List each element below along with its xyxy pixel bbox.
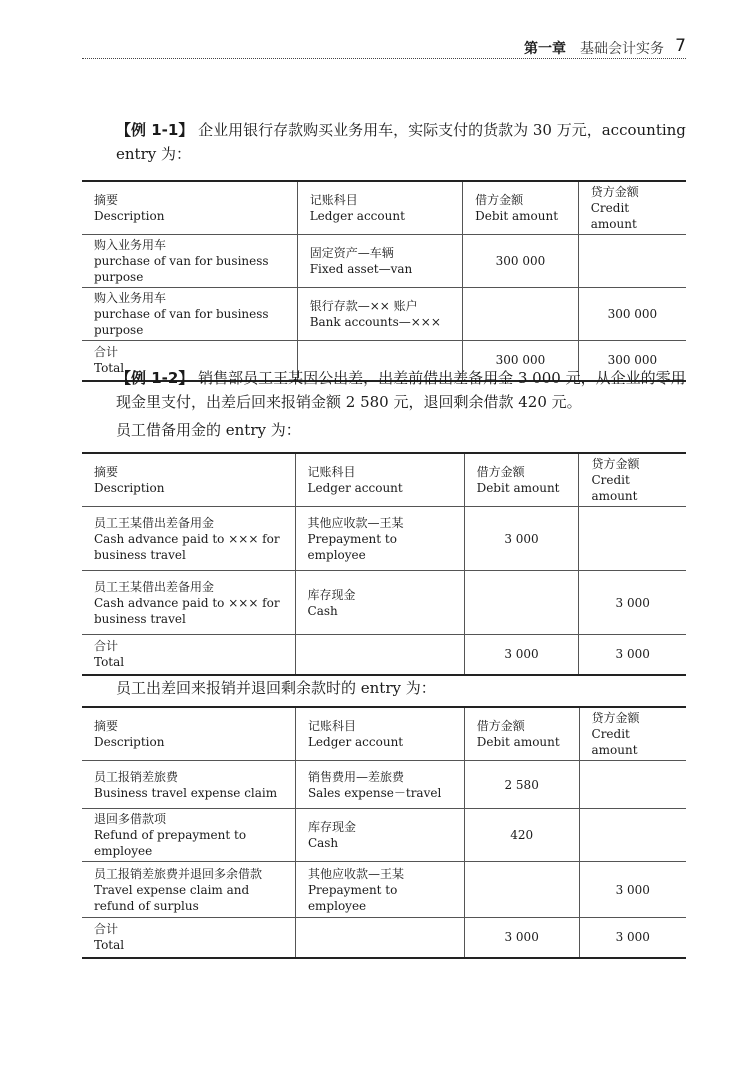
description-zh: 员工报销差旅费并退回多余借款 [94,866,263,881]
account-zh: 银行存款—×× 账户 [309,299,418,313]
column-header-zh: 记账科目 [307,719,356,733]
account-en: Cash [307,603,338,618]
account-cell [295,918,464,958]
column-header-en: Ledger account [309,209,405,223]
column-header-zh: 摘要 [94,465,119,479]
account-zh: 其他应收款—王某 [307,866,404,881]
column-header [579,453,686,507]
debit-cell: 3 000 [464,635,579,675]
description-cell [82,288,297,341]
column-header [295,453,464,507]
ledger-table-3 [82,706,686,959]
description-en: purchase of van for business purpose [94,254,269,284]
description-zh: 合计 [94,639,119,654]
account-cell [297,288,462,341]
description-en: Total [94,655,125,670]
description-cell [82,571,295,635]
column-header [82,181,297,235]
column-header [82,453,295,507]
column-header-zh: 贷方金额 [590,185,639,199]
column-header [463,181,579,235]
column-header-zh: 摘要 [94,193,119,207]
column-header-en: Description [94,481,165,495]
description-en: Travel expense claim and refund of surplus [94,882,250,913]
column-header-en: Credit amount [591,727,638,757]
debit-cell: 300 000 [463,341,579,381]
description-zh: 员工王某借出差备用金 [94,579,215,594]
table-row [82,635,686,675]
debit-cell: 2 580 [464,761,579,809]
account-en: Bank accounts—××× [309,315,441,329]
column-header-zh: 记账科目 [307,465,356,479]
credit-cell [579,809,686,862]
description-cell [82,918,295,958]
ledger-table-1 [82,180,686,382]
description-en: Business travel expense claim [94,785,278,800]
account-cell [297,235,462,288]
credit-cell: 3 000 [579,918,686,958]
column-header [464,707,579,761]
account-en: Sales expense－travel [307,785,442,800]
description-cell [82,761,295,809]
credit-cell [579,507,686,571]
description-en: Refund of prepayment to employee [94,828,247,858]
example-2-text: 销售部员工王某因公出差，出差前借出差备用金 3 000 元，从企业的零用现金里支付，出差后回来报销金额 2 580 元，退回剩余借款 420 元。 [116,369,686,411]
column-header-en: Debit amount [476,481,560,495]
description-zh: 员工报销差旅费 [94,769,179,784]
description-en: purchase of van for business purpose [94,307,269,337]
example-1-text: 企业用银行存款购买业务用车，实际支付的货款为 30 万元，accounting entry 为： [116,121,686,163]
table-row [82,918,686,958]
table-header-row [82,453,686,507]
column-header-en: Ledger account [307,735,404,749]
account-zh: 固定资产—车辆 [309,246,394,260]
column-header [464,453,579,507]
table-row [82,507,686,571]
chapter-title: 基础会计实务 [580,41,664,57]
credit-cell: 3 000 [579,571,686,635]
example-2-tag: 【例 1-2】 [116,369,194,387]
column-header-zh: 借方金额 [476,465,525,479]
example-2-subheading-2: 员工出差回来报销并退回剩余款时的 entry 为： [116,679,436,697]
description-en: Total [94,361,125,376]
account-en: Prepayment to employee [307,531,397,562]
column-header-en: Debit amount [476,735,560,749]
debit-cell [463,288,579,341]
account-cell [295,761,464,809]
account-cell [295,571,464,635]
description-zh: 购入业务用车 [94,238,167,252]
example-1-tag: 【例 1-1】 [116,121,194,139]
description-zh: 员工王某借出差备用金 [94,515,215,530]
column-header-en: Description [94,735,165,749]
column-header-zh: 贷方金额 [591,457,640,471]
description-cell [82,507,295,571]
credit-cell: 300 000 [578,288,686,341]
table-row [82,571,686,635]
column-header [82,707,295,761]
column-header-zh: 摘要 [94,719,119,733]
credit-cell: 3 000 [579,862,686,918]
page-header [82,36,686,59]
credit-cell: 3 000 [579,635,686,675]
ledger-table-2 [82,452,686,676]
account-cell [295,507,464,571]
description-cell [82,635,295,675]
debit-cell [464,862,579,918]
column-header-en: Ledger account [307,481,403,495]
description-en: Total [94,938,125,953]
debit-cell: 420 [464,809,579,862]
account-en: Fixed asset—van [309,262,413,276]
credit-cell [578,235,686,288]
account-cell [295,809,464,862]
table-row [82,809,686,862]
example-2-subheading-1: 员工借备用金的 entry 为： [116,421,301,439]
description-cell [82,809,295,862]
table-row [82,761,686,809]
column-header [295,707,464,761]
column-header-zh: 借方金额 [475,193,524,207]
description-cell [82,235,297,288]
column-header [297,181,462,235]
account-zh: 库存现金 [307,820,356,834]
account-zh: 其他应收款—王某 [307,515,404,530]
credit-cell: 300 000 [578,341,686,381]
account-cell [295,862,464,918]
account-cell [295,635,464,675]
debit-cell [464,571,579,635]
account-en: Cash [307,836,339,850]
table-row [82,235,686,288]
column-header-en: Credit amount [590,201,637,231]
table-row [82,288,686,341]
description-zh: 购入业务用车 [94,291,167,305]
description-zh: 退回多借款项 [94,812,167,826]
column-header-en: Description [94,209,165,223]
account-zh: 销售费用—差旅费 [307,769,404,784]
table-header-row [82,707,686,761]
table-header-row [82,181,686,235]
debit-cell: 3 000 [464,918,579,958]
description-en: Cash advance paid to ××× for business travel [94,595,280,626]
chapter-label: 第一章 [524,41,566,57]
description-cell [82,862,295,918]
column-header-zh: 贷方金额 [591,711,640,725]
column-header [578,181,686,235]
account-en: Prepayment to employee [307,882,398,913]
column-header [579,707,686,761]
table-row [82,862,686,918]
page-number: 7 [675,36,686,56]
description-zh: 合计 [94,345,119,360]
example-1-paragraph [82,118,686,166]
credit-cell [579,761,686,809]
column-header-en: Debit amount [475,209,559,223]
column-header-zh: 记账科目 [309,193,358,207]
column-header-en: Credit amount [591,473,638,503]
description-zh: 合计 [94,922,119,937]
account-zh: 库存现金 [307,587,356,602]
description-en: Cash advance paid to ××× for business travel [94,531,280,562]
column-header-zh: 借方金额 [476,719,525,733]
example-2-paragraph [82,366,686,414]
debit-cell: 3 000 [464,507,579,571]
debit-cell: 300 000 [463,235,579,288]
